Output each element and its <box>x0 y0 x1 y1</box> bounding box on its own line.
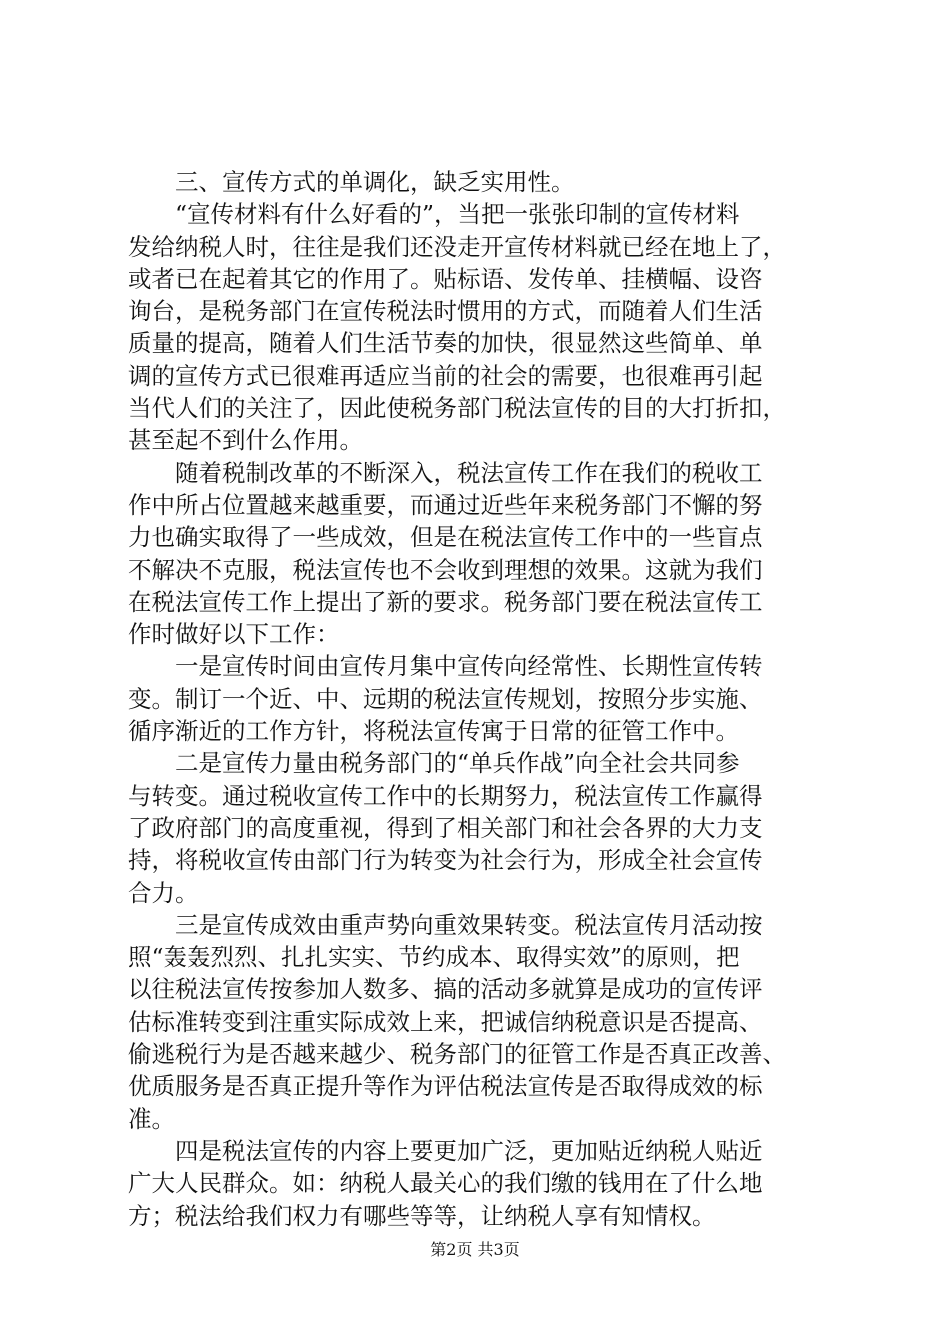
page-number-label: 第2页 共3页 <box>430 1240 520 1259</box>
paragraph-line: “宣传材料有什么好看的”，当把一张张印制的宣传材料 <box>175 200 740 229</box>
paragraph-line: 四是税法宣传的内容上要更加广泛，更加贴近纳税人贴近 <box>175 1136 763 1165</box>
paragraph-line: 随着税制改革的不断深入，税法宣传工作在我们的税收工 <box>175 458 763 487</box>
paragraph-line: 了政府部门的高度重视，得到了相关部门和社会各界的大力支 <box>128 813 763 842</box>
section-heading: 三、宣传方式的单调化，缺乏实用性。 <box>175 168 575 196</box>
paragraph-line: 在税法宣传工作上提出了新的要求。税务部门要在税法宣传工 <box>128 587 763 616</box>
page-footer <box>0 1240 950 1260</box>
paragraph-line: 照“轰轰烈烈、扎扎实实、节约成本、取得实效”的原则，把 <box>128 943 740 972</box>
paragraph-line: 方；税法给我们权力有哪些等等，让纳税人享有知情权。 <box>128 1201 716 1230</box>
paragraph-line: 变。制订一个近、中、远期的税法宣传规划，按照分步实施、 <box>128 684 763 713</box>
paragraph-line: 二是宣传力量由税务部门的“单兵作战”向全社会共同参 <box>175 749 740 778</box>
paragraph-line: 偷逃税行为是否越来越少、税务部门的征管工作是否真正改善、 <box>128 1040 786 1069</box>
paragraph-line: 作时做好以下工作： <box>128 620 340 649</box>
paragraph-line: 询台，是税务部门在宣传税法时惯用的方式，而随着人们生活 <box>128 297 763 326</box>
document-body <box>128 166 828 1232</box>
paragraph-line: 持，将税收宣传由部门行为转变为社会行为，形成全社会宣传 <box>128 846 763 875</box>
paragraph-line: 广大人民群众。如：纳税人最关心的我们缴的钱用在了什么地 <box>128 1169 763 1198</box>
paragraph-line: 循序渐近的工作方针，将税法宣传寓于日常的征管工作中。 <box>128 717 739 746</box>
paragraph-line: 发给纳税人时，往往是我们还没走开宣传材料就已经在地上了， <box>128 232 786 261</box>
paragraph-line: 合力。 <box>128 878 199 907</box>
paragraph-line: 或者已在起着其它的作用了。贴标语、发传单、挂横幅、设咨 <box>128 264 763 293</box>
paragraph-line: 作中所占位置越来越重要，而通过近些年来税务部门不懈的努 <box>128 490 763 519</box>
paragraph-line: 与转变。通过税收宣传工作中的长期努力，税法宣传工作赢得 <box>128 781 763 810</box>
paragraph-line: 估标准转变到注重实际成效上来，把诚信纳税意识是否提高、 <box>128 1007 763 1036</box>
paragraph-line: 三是宣传成效由重声势向重效果转变。税法宣传月活动按 <box>175 910 763 939</box>
paragraph-line: 不解决不克服，税法宣传也不会收到理想的效果。这就为我们 <box>128 555 763 584</box>
paragraph-line: 一是宣传时间由宣传月集中宣传向经常性、长期性宣传转 <box>175 652 763 681</box>
paragraph-line: 准。 <box>128 1104 175 1133</box>
paragraph-line: 质量的提高，随着人们生活节奏的加快，很显然这些简单、单 <box>128 329 763 358</box>
paragraph-line: 力也确实取得了一些成效，但是在税法宣传工作中的一些盲点 <box>128 523 763 552</box>
paragraph-line: 以往税法宣传按参加人数多、搞的活动多就算是成功的宣传评 <box>128 975 763 1004</box>
paragraph-line: 调的宣传方式已很难再适应当前的社会的需要，也很难再引起 <box>128 361 763 390</box>
paragraph-line: 甚至起不到什么作用。 <box>128 426 363 455</box>
paragraph-line: 当代人们的关注了，因此使税务部门税法宣传的目的大打折扣， <box>128 394 786 423</box>
paragraph-line: 优质服务是否真正提升等作为评估税法宣传是否取得成效的标 <box>128 1072 763 1101</box>
